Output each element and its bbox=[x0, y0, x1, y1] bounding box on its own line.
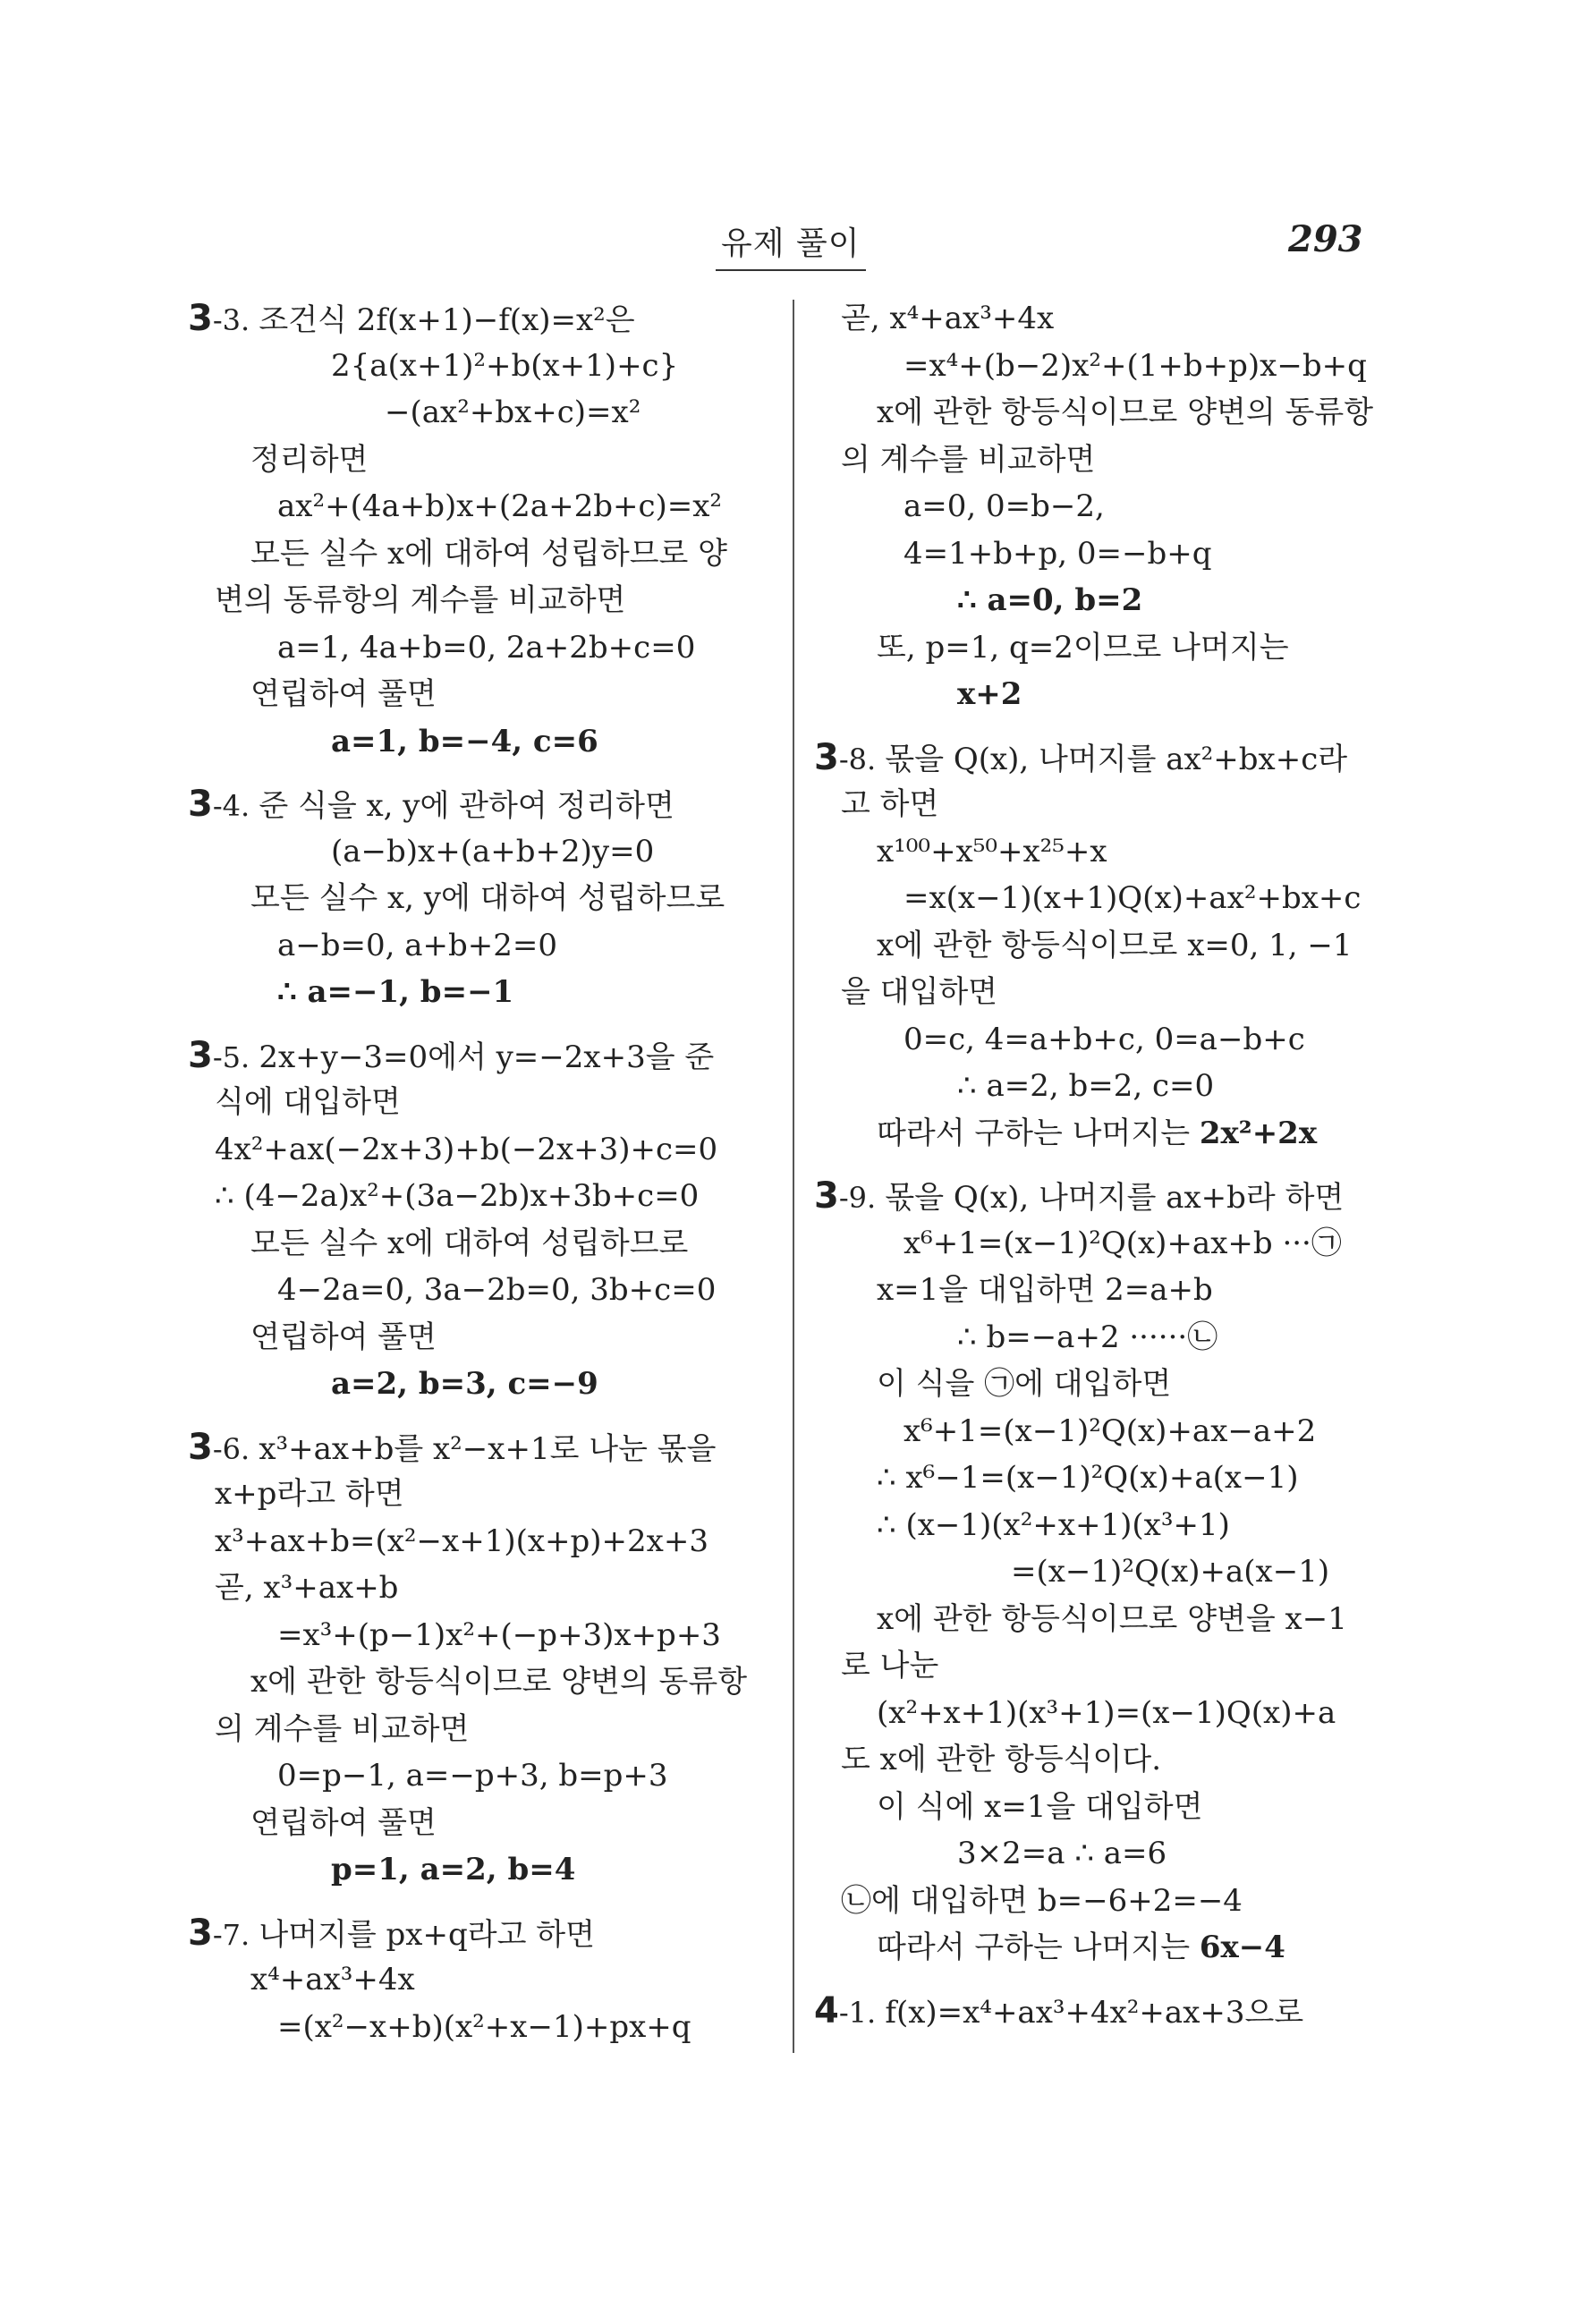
line-text: 을 대입하면 bbox=[841, 974, 998, 1010]
line-text: ∴ (4−2a)x²+(3a−2b)x+3b+c=0 bbox=[215, 1178, 700, 1214]
problem-number: 3 bbox=[188, 1426, 213, 1468]
line-text: x=1을 대입하면 2=a+b bbox=[877, 1272, 1213, 1308]
line-text: 이 식을 ㉠에 대입하면 bbox=[877, 1366, 1172, 1402]
text-line bbox=[188, 1612, 769, 1659]
text-line bbox=[188, 389, 769, 437]
text-line bbox=[188, 1846, 769, 1894]
text-line bbox=[814, 1173, 1396, 1220]
text-line bbox=[188, 828, 769, 876]
line-text: 따라서 구하는 나머지는 bbox=[877, 1115, 1200, 1151]
answer-text: a=2, b=3, c=−9 bbox=[331, 1366, 598, 1402]
line-text: 곧, x³+ax+b bbox=[215, 1570, 399, 1606]
text-line bbox=[814, 1110, 1396, 1158]
problem-number: 3 bbox=[814, 736, 839, 778]
text-line bbox=[814, 1408, 1396, 1455]
text-line bbox=[814, 781, 1396, 828]
line-text: x에 관한 항등식이므로 양변의 동류항 bbox=[250, 1664, 748, 1700]
text-line bbox=[188, 1126, 769, 1174]
line-text: ∴ (x−1)(x²+x+1)(x³+1) bbox=[877, 1506, 1230, 1543]
line-text: 모든 실수 x에 대하여 성립하므로 양 bbox=[250, 535, 728, 572]
problem-subnumber: -7. bbox=[212, 1917, 259, 1952]
line-text: 연립하여 풀면 bbox=[250, 1319, 437, 1355]
line-text: a=0, 0=b−2, bbox=[904, 488, 1105, 524]
line-text: =(x−1)²Q(x)+a(x−1) bbox=[1011, 1554, 1330, 1590]
text-line bbox=[814, 483, 1396, 530]
right-column bbox=[814, 295, 1396, 2050]
text-line bbox=[188, 1079, 769, 1126]
answer-text: a=1, b=−4, c=6 bbox=[331, 723, 598, 759]
problem-block bbox=[814, 1988, 1396, 2035]
text-line bbox=[814, 1314, 1396, 1361]
line-text: x¹⁰⁰+x⁵⁰+x²⁵+x bbox=[877, 833, 1107, 869]
problem-subnumber: -6. bbox=[212, 1431, 259, 1466]
page-number: 293 bbox=[1288, 218, 1363, 260]
line-text: 나머지를 px+q라고 하면 bbox=[259, 1916, 595, 1953]
text-line bbox=[188, 530, 769, 578]
text-line bbox=[814, 1736, 1396, 1784]
text-line bbox=[188, 483, 769, 530]
line-text: 몫을 Q(x), 나머지를 ax²+bx+c라 bbox=[885, 741, 1348, 777]
text-line bbox=[188, 718, 769, 766]
problem-block bbox=[188, 781, 769, 1016]
text-line bbox=[188, 922, 769, 970]
line-text: x⁶+1=(x−1)²Q(x)+ax−a+2 bbox=[904, 1412, 1317, 1449]
line-text: 몫을 Q(x), 나머지를 ax+b라 하면 bbox=[885, 1180, 1345, 1216]
text-line bbox=[188, 577, 769, 624]
line-text: x에 관한 항등식이므로 x=0, 1, −1 bbox=[877, 927, 1353, 963]
line-text: (x²+x+1)(x³+1)=(x−1)Q(x)+a bbox=[877, 1694, 1336, 1731]
text-line bbox=[188, 1267, 769, 1314]
line-text: x에 관한 항등식이므로 양변의 동류항 bbox=[877, 394, 1374, 430]
text-line bbox=[188, 1220, 769, 1268]
line-text: 모든 실수 x, y에 대하여 성립하므로 bbox=[250, 880, 725, 916]
line-text: =x³+(p−1)x²+(−p+3)x+p+3 bbox=[277, 1616, 721, 1653]
line-text: 도 x에 관한 항등식이다. bbox=[841, 1742, 1162, 1777]
line-text: 2{a(x+1)²+b(x+1)+c} bbox=[331, 347, 679, 384]
line-text: 연립하여 풀면 bbox=[250, 1804, 437, 1841]
problem-block bbox=[188, 1910, 769, 2051]
problem-number: 3 bbox=[188, 784, 213, 825]
problem-number: 4 bbox=[814, 1989, 839, 2031]
line-text: 로 나눈 bbox=[841, 1648, 939, 1684]
line-text: 식에 대입하면 bbox=[215, 1084, 401, 1120]
text-line bbox=[188, 781, 769, 828]
line-text: 따라서 구하는 나머지는 bbox=[877, 1930, 1200, 1965]
line-text: 모든 실수 x에 대하여 성립하므로 bbox=[250, 1225, 689, 1261]
answer-text: p=1, a=2, b=4 bbox=[331, 1852, 576, 1887]
text-line bbox=[188, 437, 769, 484]
text-line bbox=[188, 1518, 769, 1565]
text-line bbox=[188, 1706, 769, 1753]
text-line bbox=[188, 1032, 769, 1080]
text-line bbox=[814, 671, 1396, 718]
text-line bbox=[814, 624, 1396, 672]
line-text: 준 식을 x, y에 관하여 정리하면 bbox=[259, 788, 674, 824]
text-line bbox=[188, 343, 769, 390]
line-text: 또, p=1, q=2이므로 나머지는 bbox=[877, 629, 1289, 666]
line-text: =(x²−x+b)(x²+x−1)+px+q bbox=[277, 2008, 691, 2045]
line-text: −(ax²+bx+c)=x² bbox=[385, 394, 641, 430]
column-divider bbox=[793, 300, 794, 2053]
text-line bbox=[814, 922, 1396, 970]
text-line bbox=[814, 530, 1396, 578]
line-text: (a−b)x+(a+b+2)y=0 bbox=[331, 833, 655, 869]
line-text: ∴ a=2, b=2, c=0 bbox=[957, 1068, 1215, 1104]
text-line bbox=[188, 875, 769, 922]
line-text: 곧, x⁴+ax³+4x bbox=[841, 301, 1055, 336]
line-text: 변의 동류항의 계수를 비교하면 bbox=[215, 582, 626, 618]
line-text: x+p라고 하면 bbox=[215, 1476, 404, 1512]
problem-subnumber: -5. bbox=[212, 1039, 259, 1074]
line-text: 연립하여 풀면 bbox=[250, 676, 437, 712]
text-line bbox=[188, 1565, 769, 1612]
problem-subnumber: -1. bbox=[838, 1995, 886, 2030]
text-line bbox=[188, 1173, 769, 1220]
answer-text: x+2 bbox=[957, 676, 1022, 712]
text-line bbox=[814, 577, 1396, 624]
text-line bbox=[188, 1471, 769, 1518]
text-line bbox=[814, 1830, 1396, 1878]
line-text: =x⁴+(b−2)x²+(1+b+p)x−b+q bbox=[904, 347, 1367, 384]
text-line bbox=[188, 624, 769, 672]
left-column bbox=[188, 295, 769, 2066]
text-line bbox=[814, 1596, 1396, 1643]
problem-number: 3 bbox=[188, 298, 213, 339]
problem-block bbox=[814, 1173, 1396, 1972]
text-line bbox=[814, 295, 1396, 343]
line-text: 조건식 2f(x+1)−f(x)=x²은 bbox=[259, 302, 635, 338]
text-line bbox=[814, 1878, 1396, 1925]
line-text: a−b=0, a+b+2=0 bbox=[277, 927, 558, 963]
answer-text: 2x²+2x bbox=[1199, 1115, 1318, 1151]
problem-number: 3 bbox=[814, 1175, 839, 1217]
text-line bbox=[814, 437, 1396, 484]
text-line bbox=[814, 389, 1396, 437]
line-text: x⁶+1=(x−1)²Q(x)+ax+b ···㉠ bbox=[904, 1225, 1342, 1261]
text-line bbox=[814, 343, 1396, 390]
problem-block bbox=[814, 295, 1396, 718]
header-title: 유제 풀이 bbox=[716, 218, 866, 271]
text-line bbox=[188, 295, 769, 343]
line-text: 4−2a=0, 3a−2b=0, 3b+c=0 bbox=[277, 1272, 717, 1308]
line-text: ∴ b=−a+2 ······㉡ bbox=[957, 1319, 1218, 1355]
text-line bbox=[814, 1063, 1396, 1110]
line-text: 0=p−1, a=−p+3, b=p+3 bbox=[277, 1758, 668, 1794]
line-text: a=1, 4a+b=0, 2a+2b+c=0 bbox=[277, 629, 696, 666]
problem-subnumber: -9. bbox=[838, 1181, 886, 1215]
problem-subnumber: -8. bbox=[838, 742, 886, 776]
line-text: ax²+(4a+b)x+(2a+2b+c)=x² bbox=[277, 488, 723, 524]
text-line bbox=[814, 1016, 1396, 1064]
line-text: 이 식에 x=1을 대입하면 bbox=[877, 1788, 1203, 1825]
line-text: x³+ax+b=(x²−x+1)(x+p)+2x+3 bbox=[215, 1522, 708, 1559]
line-text: x⁴+ax³+4x bbox=[250, 1962, 415, 1997]
text-line bbox=[814, 1220, 1396, 1268]
problem-number: 3 bbox=[188, 1034, 213, 1076]
text-line bbox=[814, 1924, 1396, 1972]
text-line bbox=[188, 1956, 769, 2004]
problem-block bbox=[188, 1032, 769, 1408]
text-line bbox=[814, 1988, 1396, 2035]
line-text: 4x²+ax(−2x+3)+b(−2x+3)+c=0 bbox=[215, 1131, 718, 1167]
text-line bbox=[814, 1690, 1396, 1737]
problem-block bbox=[814, 734, 1396, 1158]
text-line bbox=[188, 1424, 769, 1472]
line-text: 4=1+b+p, 0=−b+q bbox=[904, 535, 1212, 572]
answer-text: 6x−4 bbox=[1199, 1930, 1285, 1965]
line-text: 3×2=a ∴ a=6 bbox=[957, 1836, 1167, 1871]
text-line bbox=[814, 1455, 1396, 1502]
text-line bbox=[814, 969, 1396, 1016]
text-line bbox=[188, 1800, 769, 1847]
problem-block bbox=[188, 1424, 769, 1894]
text-line bbox=[814, 875, 1396, 922]
line-text: 2x+y−3=0에서 y=−2x+3을 준 bbox=[259, 1039, 715, 1075]
line-text: =x(x−1)(x+1)Q(x)+ax²+bx+c bbox=[904, 880, 1362, 916]
problem-subnumber: -3. bbox=[212, 303, 259, 337]
text-line bbox=[814, 828, 1396, 876]
line-text: 의 계수를 비교하면 bbox=[215, 1710, 470, 1747]
text-line bbox=[188, 671, 769, 718]
text-line bbox=[188, 1752, 769, 1800]
line-text: 0=c, 4=a+b+c, 0=a−b+c bbox=[904, 1021, 1305, 1057]
line-text: ∴ x⁶−1=(x−1)²Q(x)+a(x−1) bbox=[877, 1460, 1299, 1496]
problem-block bbox=[188, 295, 769, 765]
problem-subnumber: -4. bbox=[212, 789, 259, 823]
text-line bbox=[814, 1361, 1396, 1408]
text-line bbox=[188, 1910, 769, 1957]
text-line bbox=[188, 2004, 769, 2051]
text-line bbox=[814, 1642, 1396, 1690]
text-line bbox=[814, 1548, 1396, 1596]
text-line bbox=[188, 1314, 769, 1361]
line-text: 정리하면 bbox=[250, 441, 369, 478]
line-text: x³+ax+b를 x²−x+1로 나눈 몫을 bbox=[259, 1430, 717, 1467]
line-text: 의 계수를 비교하면 bbox=[841, 441, 1096, 478]
text-line bbox=[188, 1658, 769, 1706]
text-line bbox=[814, 1267, 1396, 1314]
text-line bbox=[188, 969, 769, 1016]
text-line bbox=[814, 734, 1396, 782]
text-line bbox=[814, 1784, 1396, 1831]
line-text: x에 관한 항등식이므로 양변을 x−1 bbox=[877, 1600, 1347, 1637]
line-text: f(x)=x⁴+ax³+4x²+ax+3으로 bbox=[885, 1994, 1304, 2031]
answer-text: ∴ a=−1, b=−1 bbox=[277, 974, 514, 1010]
line-text: ㉡에 대입하면 b=−6+2=−4 bbox=[841, 1882, 1243, 1919]
problem-number: 3 bbox=[188, 1912, 213, 1954]
text-line bbox=[814, 1502, 1396, 1549]
answer-text: ∴ a=0, b=2 bbox=[957, 582, 1143, 618]
line-text: 고 하면 bbox=[841, 786, 939, 822]
text-line bbox=[188, 1361, 769, 1408]
